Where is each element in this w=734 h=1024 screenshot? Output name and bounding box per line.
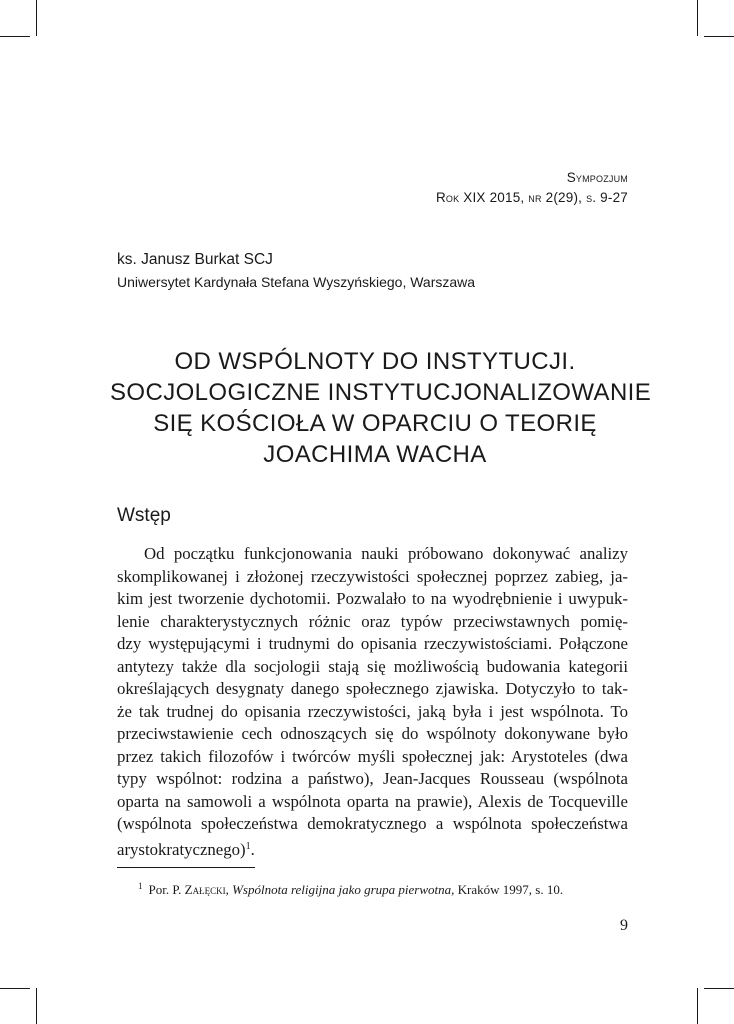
body-line: lenie charakterystycznych różnic oraz typów przeciwstawnych pomię- — [117, 611, 628, 631]
body-line: antytezy także dla socjologii stają się możliwością budowania kategorii — [117, 656, 628, 676]
journal-name: Sympozjum — [566, 170, 628, 185]
journal-header — [436, 168, 628, 208]
title-line: SIĘ KOŚCIOŁA W OPARCIU O TEORIĘ — [153, 410, 597, 437]
crop-mark-top-right — [697, 0, 698, 36]
footnote-prefix: Por. P. — [148, 882, 185, 897]
crop-mark-bottom-right — [697, 988, 698, 1024]
footnote — [138, 877, 564, 899]
body-line: oparta na samowoli a wspólnota oparta na prawie), Alexis de Tocqueville — [117, 791, 628, 811]
body-line-text: arystokratycznego) — [117, 839, 246, 859]
crop-mark-bottom-left — [36, 988, 37, 1024]
section-heading: Wstęp — [117, 505, 171, 526]
title-line: OD WSPÓLNOTY DO INSTYTUCJI. — [174, 348, 576, 375]
body-line: Od początku funkcjonowania nauki próbowano dokonywać analizy — [144, 544, 628, 563]
title-line: SOCJOLOGICZNE INSTYTUCJONALIZOWANIE — [110, 379, 652, 406]
crop-mark-top-right-h — [704, 36, 734, 37]
body-line-last: arystokratycznego)$^1$. — [117, 839, 255, 859]
footnote-work-title: Wspólnota religijna jako grupa pierwotna — [232, 882, 452, 897]
body-line: dzy występującymi i trudnymi do opisania rzeczywistościami. Połączone — [117, 634, 628, 653]
crop-mark-bottom-left-h — [0, 988, 30, 989]
article-title — [110, 346, 652, 470]
body-line: (wspólnota społeczeństwa demokratycznego a wspólnota społeczeństwa — [117, 814, 628, 833]
body-line: przeciwstawienie cech odnoszących się do wspólnoty dokonywane było — [117, 724, 628, 743]
crop-mark-bottom-right-h — [704, 988, 734, 989]
page-number: 9 — [620, 917, 628, 934]
footnote-divider — [117, 867, 255, 868]
body-line: typy wspólnot: rodzina a państwo), Jean-Jacques Rousseau (wspólnota — [117, 769, 628, 788]
author-affiliation: Uniwersytet Kardynała Stefana Wyszyńskiego, Warszawa — [117, 274, 476, 290]
author-name: ks. Janusz Burkat SCJ — [117, 251, 273, 268]
author-block — [117, 249, 475, 293]
journal-issue: Rok XIX 2015, nr 2(29), s. 9-27 — [435, 190, 628, 205]
footnote-details: , Kraków 1997, s. 10. — [451, 882, 564, 897]
body-paragraph — [117, 543, 628, 858]
crop-mark-top-left — [36, 0, 37, 36]
crop-mark-top-left-h — [0, 36, 30, 37]
body-line: skomplikowanej i złożonej rzeczywistości społecznej poprzez zabieg, ja- — [117, 566, 628, 586]
footnote-author: Załęcki — [184, 882, 226, 897]
footnote-separator: , — [225, 882, 233, 897]
title-line: JOACHIMA WACHA — [263, 441, 487, 468]
footnote-number: 1 — [138, 881, 143, 891]
footnote-reference[interactable]: 1 — [245, 840, 251, 852]
body-line: kim jest tworzenie dychotomii. Pozwalało to na wyodrębnienie i uwypuk- — [117, 589, 628, 608]
body-line: określających desygnaty danego społecznego zjawiska. Dotyczyło to tak- — [117, 679, 628, 698]
body-line: przez takich filozofów i twórców myśli społecznej jak: Arystoteles (dwa — [117, 746, 628, 766]
body-line: że tak trudnej do opisania rzeczywistości, jaką była i jest wspólnota. To — [117, 701, 628, 721]
